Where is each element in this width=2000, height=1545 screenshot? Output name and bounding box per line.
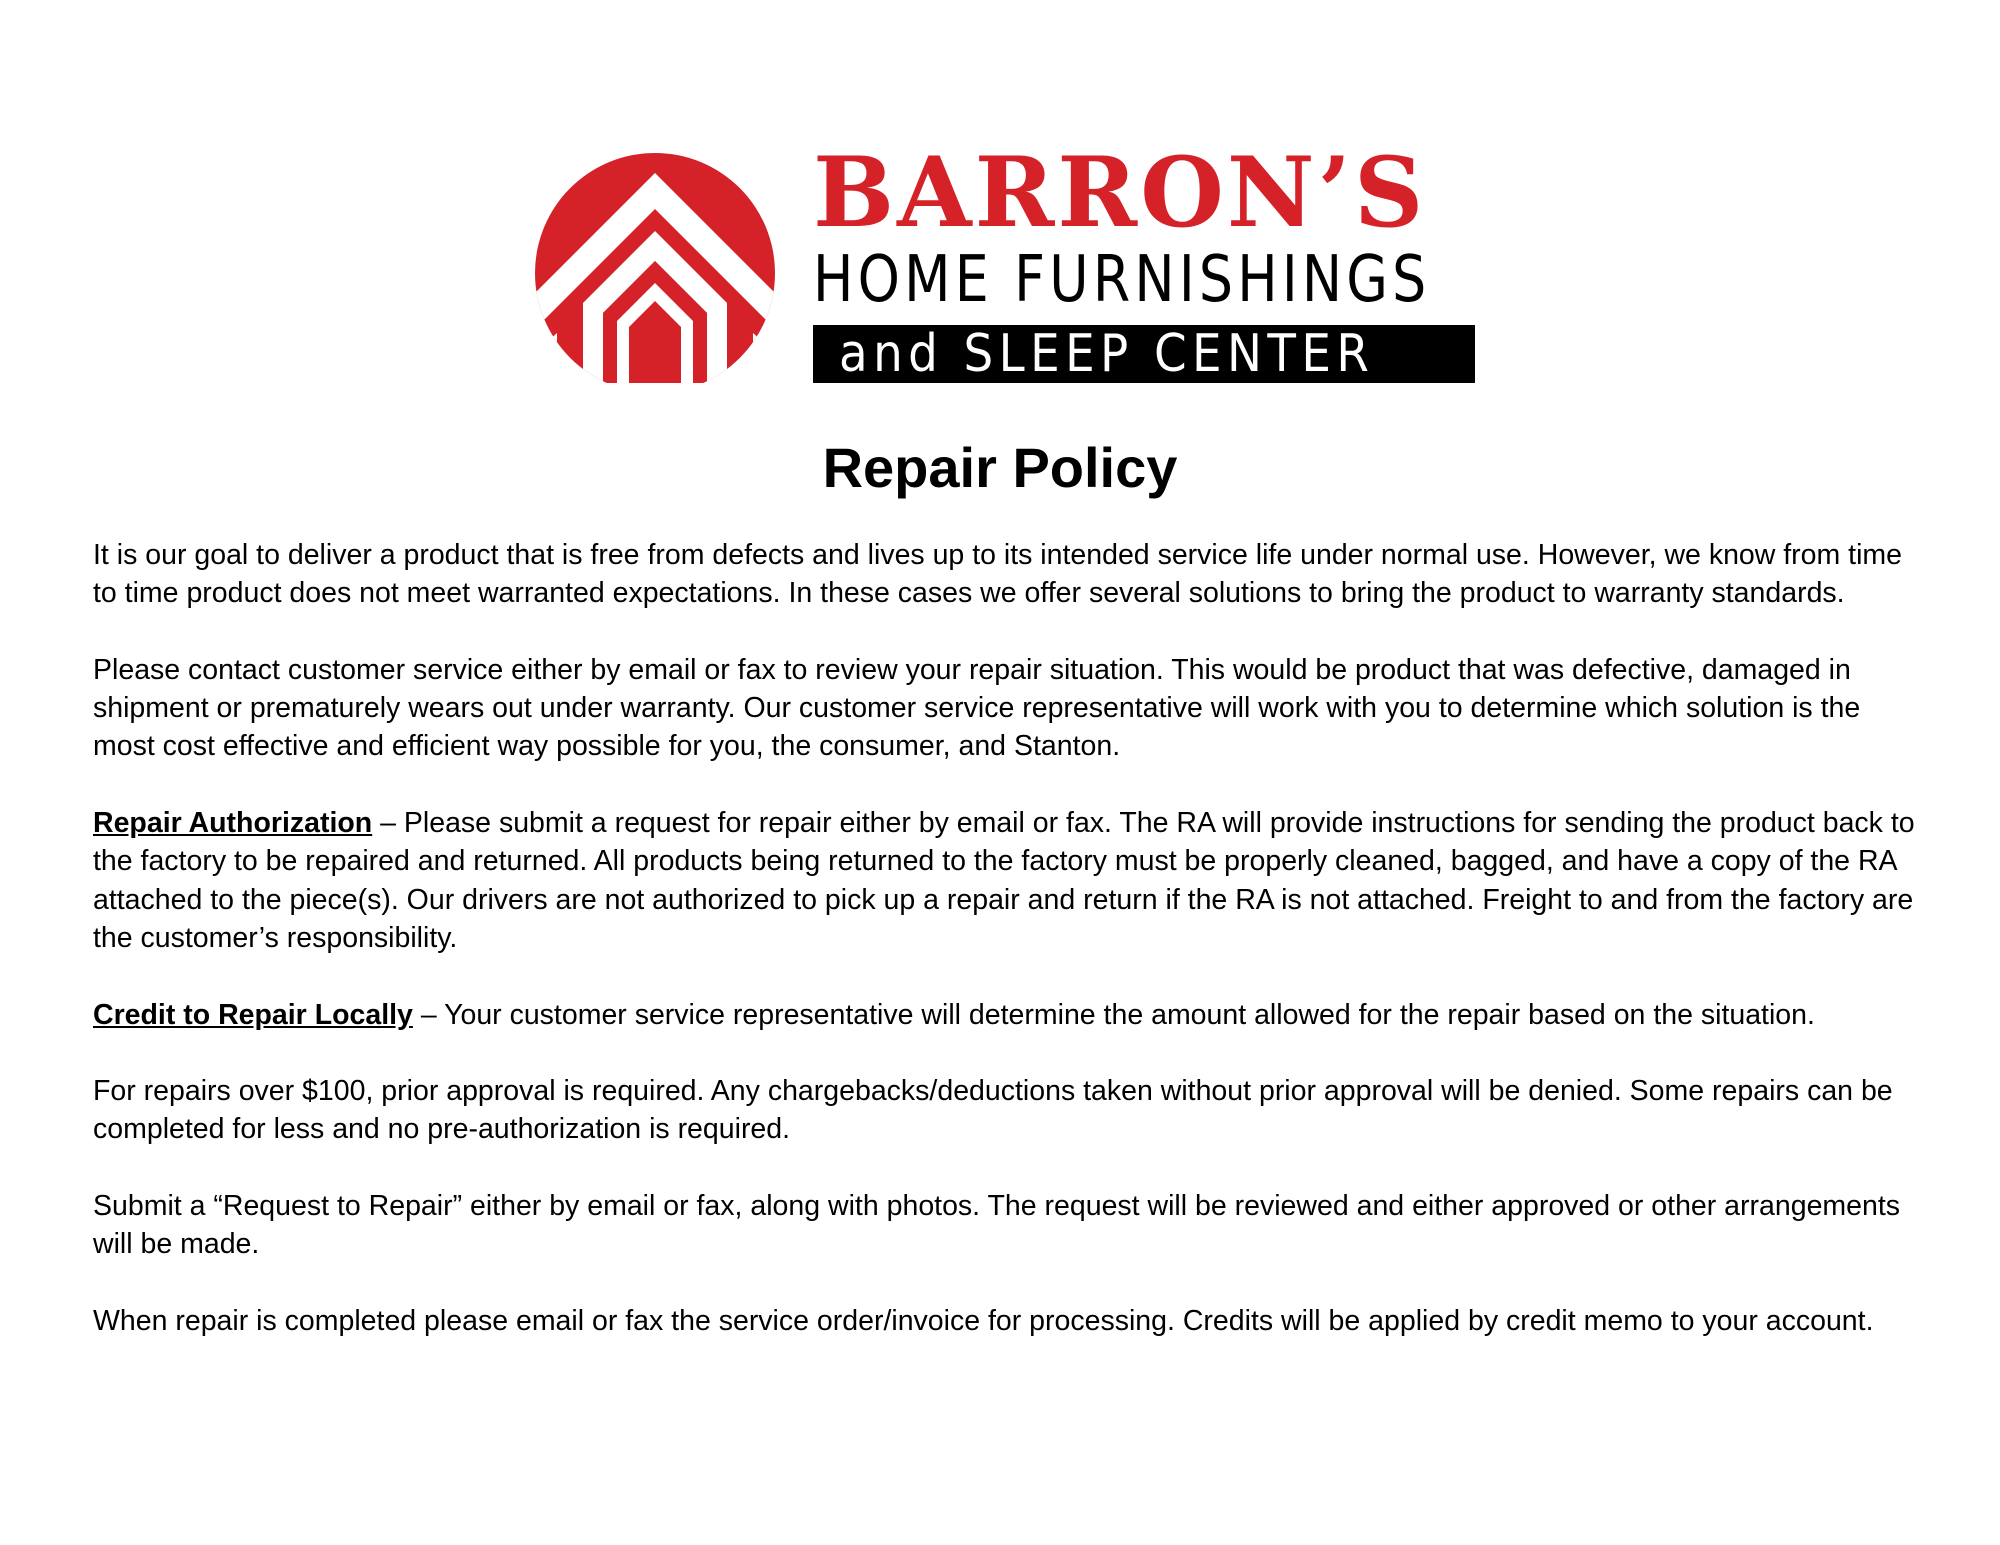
- paragraph-repair-authorization: [93, 804, 1923, 957]
- house-roof-circle-icon: [535, 153, 775, 383]
- section-label: Credit to Repair Locally: [93, 998, 413, 1031]
- page-title: Repair Policy: [822, 436, 1178, 499]
- brand-banner: [813, 325, 1475, 383]
- brand-wordmark: [813, 136, 1475, 388]
- paragraph-text: – Your customer service representative will determine the amount allowed for the repair based on the situation.: [412, 998, 1815, 1031]
- policy-body: [93, 536, 1923, 1379]
- brand-banner-text: and SLEEP CENTER: [839, 325, 1375, 383]
- paragraph-intro: [93, 536, 1923, 613]
- paragraph-contact: [93, 651, 1923, 766]
- paragraph-text: When repair is completed please email or fax the service order/invoice for processing. Credits will be applied by credit memo to your account.: [93, 1304, 1874, 1337]
- paragraph-text: Please contact customer service either by email or fax to review your repair situation. This would be product that was defective, damaged in shipment or prematurely wears out under warranty. Our customer service representative will work with you to determine which solution is the most cost effective and efficient way possible for you, the consumer, and Stanton.: [93, 653, 1861, 763]
- paragraph-text: For repairs over $100, prior approval is required. Any chargebacks/deductions taken without prior approval will be denied. Some repairs can be completed for less and no pre-authorization is required.: [93, 1075, 1893, 1146]
- section-label: Repair Authorization: [93, 807, 373, 840]
- paragraph-prior-approval: [93, 1072, 1923, 1149]
- paragraph-request-to-repair: [93, 1187, 1923, 1264]
- brand-name: BARRON’S: [813, 136, 1427, 249]
- paragraph-credit-repair-locally: [93, 996, 1923, 1034]
- paragraph-text: It is our goal to deliver a product that is free from defects and lives up to its intended service life under normal use. However, we know from time to time product does not meet warranted expectations. In these cases we offer several solutions to bring the product to warranty standards.: [93, 539, 1903, 610]
- paragraph-text: Submit a “Request to Repair” either by email or fax, along with photos. The request will be reviewed and either approved or other arrangements will be made.: [93, 1190, 1901, 1261]
- brand-subtitle: HOME FURNISHINGS: [813, 243, 1431, 317]
- paragraph-text: – Please submit a request for repair either by email or fax. The RA will provide instructions for sending the product back to the factory to be repaired and returned. All products being returned to the factory must be properly cleaned, bagged, and have a copy of the RA attached to the piece(s). Our drivers are not authorized to pick up a repair and return if the RA is not attached. Freight to and from the factory are the customer’s responsibility.: [93, 807, 1915, 954]
- brand-logo: [535, 136, 1475, 388]
- paragraph-completion: [93, 1302, 1923, 1340]
